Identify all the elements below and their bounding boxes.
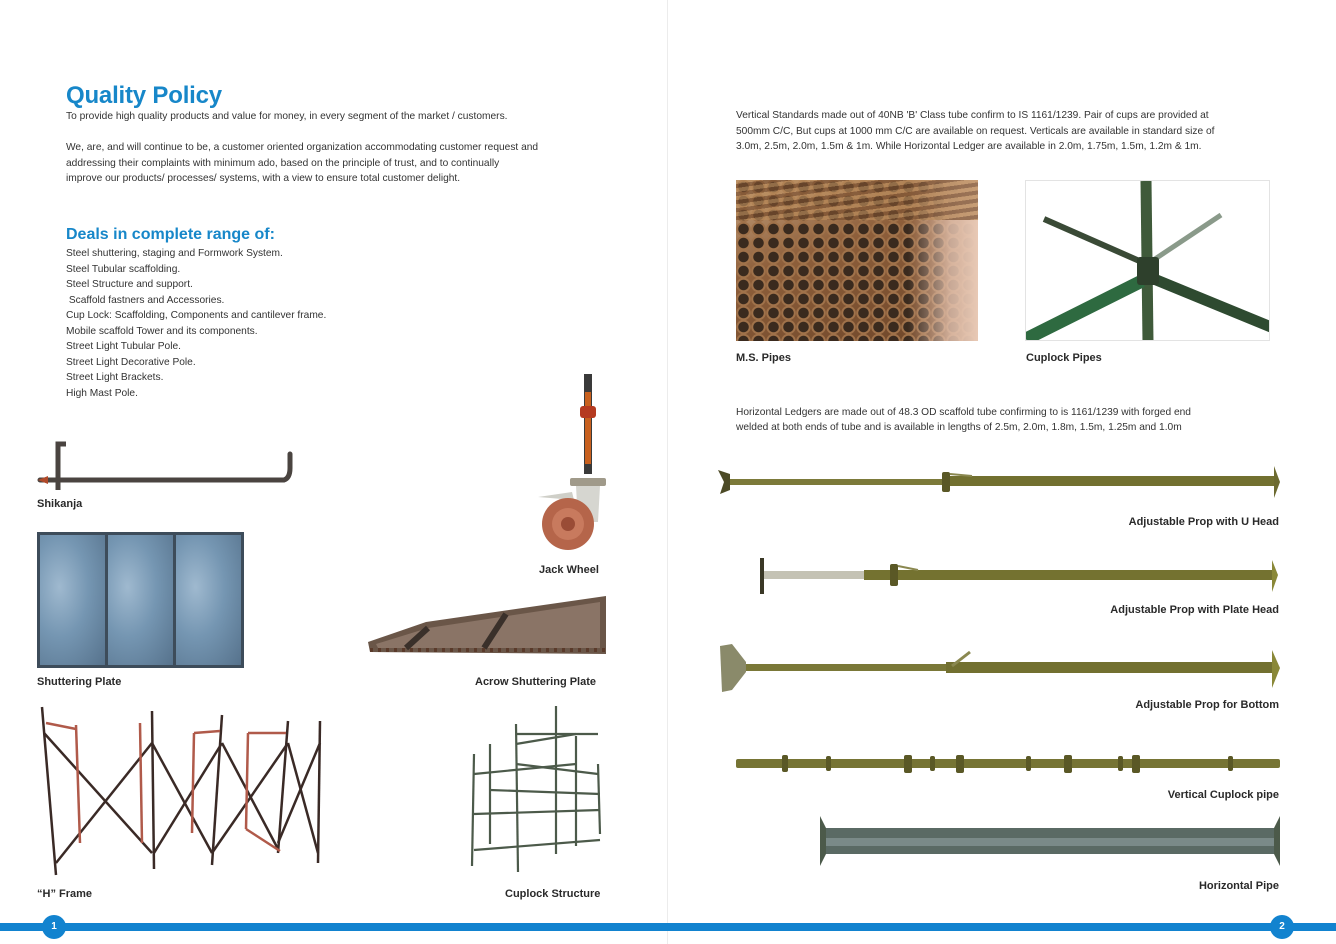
prop-bottom-image — [716, 642, 1282, 694]
vertical-standards-line3: 3.0m, 2.5m, 2.0m, 1.5m & 1m. While Horizontal Ledger are available in 2.0m, 1.75m, 1.5m, 1.2m & 1m. — [736, 141, 1202, 152]
jack-wheel-caption: Jack Wheel — [539, 564, 599, 576]
quality-policy-heading: Quality Policy — [66, 82, 222, 109]
horizontal-pipe-caption: Horizontal Pipe — [1198, 880, 1279, 892]
cuplock-pipes-caption: Cuplock Pipes — [1026, 352, 1102, 364]
h-frame-image — [36, 703, 328, 883]
deals-list — [66, 246, 326, 401]
ms-pipes-caption: M.S. Pipes — [736, 352, 792, 364]
jack-wheel-image — [538, 372, 612, 552]
vertical-standards-line2: 500mm C/C, But cups at 1000 mm C/C are available on request. Verticals are available in standard size of — [736, 126, 1215, 137]
prop-bottom-caption: Adjustable Prop for Bottom — [1135, 699, 1279, 711]
deals-item: Street Light Brackets. — [66, 372, 164, 383]
prop-plate-head-image — [754, 554, 1282, 596]
deals-item: High Mast Pole. — [66, 387, 138, 399]
cuplock-pipes-illustration — [1026, 181, 1270, 341]
cuplock-structure-caption: Cuplock Structure — [505, 888, 601, 900]
shuttering-plate-panel — [108, 535, 176, 665]
horizontal-ledgers-line1: Horizontal Ledgers are made out of 48.3 OD scaffold tube confirming to is 1161/1239 with forged end — [736, 407, 1191, 418]
ms-pipes-photo — [736, 180, 978, 341]
deals-item: Scaffold fastners and Accessories. — [66, 294, 225, 306]
deals-item: Steel shuttering, staging and Formwork System. — [66, 248, 283, 259]
deals-item: Cup Lock: Scaffolding, Components and cantilever frame. — [66, 310, 327, 321]
deals-item: Street Light Decorative Pole. — [66, 356, 196, 368]
deals-item: Steel Tubular scaffolding. — [66, 263, 181, 275]
acrow-shuttering-plate-image — [366, 592, 610, 656]
page-number-right: 2 — [1270, 915, 1294, 939]
vertical-standards-line1: Vertical Standards made out of 40NB 'B' Class tube confirm to IS 1161/1239. Pair of cups are provided at — [736, 110, 1209, 121]
deals-heading: Deals in complete range of: — [66, 226, 275, 243]
vertical-cuplock-pipe-image — [734, 752, 1282, 776]
footer-bar — [0, 923, 1336, 931]
h-frame-caption: “H” Frame — [37, 888, 93, 900]
shikanja-image — [36, 438, 294, 494]
shuttering-plate-image — [37, 532, 244, 668]
shuttering-plate-panel — [40, 535, 108, 665]
quality-policy-para2-line3: improve our products/ processes/ systems, with a view to ensure total customer delight. — [66, 173, 461, 184]
shuttering-plate-panel — [176, 535, 241, 665]
horizontal-pipe-image — [818, 814, 1282, 868]
quality-policy-para2-line1: We, are, and will continue to be, a customer oriented organization accommodating customer request and — [66, 142, 539, 153]
vertical-cuplock-pipe-caption: Vertical Cuplock pipe — [1167, 789, 1279, 801]
acrow-shuttering-plate-caption: Acrow Shuttering Plate — [475, 676, 597, 688]
shuttering-plate-caption: Shuttering Plate — [37, 676, 122, 688]
page-gutter — [667, 0, 668, 944]
horizontal-ledgers-line2: welded at both ends of tube and is available in lengths of 2.5m, 2.0m, 1.8m, 1.5m, 1.25m and 1.0m — [736, 422, 1182, 433]
prop-u-head-caption: Adjustable Prop with U Head — [1128, 516, 1279, 528]
deals-item: Mobile scaffold Tower and its components. — [66, 325, 258, 337]
page-number-left: 1 — [42, 915, 66, 939]
quality-policy-line1: To provide high quality products and value for money, in every segment of the market / customers. — [66, 111, 508, 122]
shikanja-caption: Shikanja — [37, 498, 83, 510]
cuplock-structure-image — [468, 704, 606, 876]
deals-item: Steel Structure and support. — [66, 279, 193, 290]
prop-plate-head-caption: Adjustable Prop with Plate Head — [1110, 604, 1279, 616]
cuplock-pipes-photo — [1025, 180, 1270, 341]
prop-u-head-image — [716, 462, 1282, 502]
deals-item: Street Light Tubular Pole. — [66, 341, 181, 352]
quality-policy-para2-line2: addressing their complaints with minimum ado, based on the principle of trust, and to continually — [66, 158, 500, 169]
